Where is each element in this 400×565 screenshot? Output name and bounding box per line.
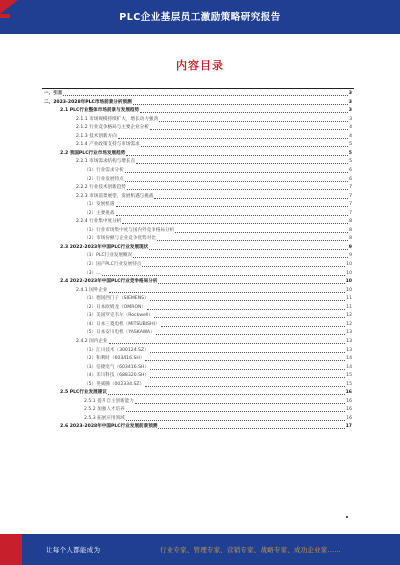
toc-entry-page: 5 xyxy=(349,159,352,165)
toc-entry-page: 10 xyxy=(346,287,352,293)
toc-entry-title: （4）日本三菱电机（MITSUBISHI） xyxy=(84,321,160,327)
toc-leader-dots xyxy=(150,351,345,353)
toc-entry[interactable] xyxy=(84,364,352,372)
toc-leader-dots xyxy=(150,368,345,370)
toc-entry[interactable] xyxy=(84,227,352,235)
toc-entry-page: 8 xyxy=(349,236,352,242)
toc-leader-dots xyxy=(125,180,348,182)
toc-entry-title: （5）英威腾（002334.SZ） xyxy=(84,381,145,387)
toc-entry[interactable] xyxy=(84,270,352,278)
toc-leader-dots xyxy=(149,248,348,250)
toc-entry-page: 3 xyxy=(348,99,352,105)
toc-entry[interactable] xyxy=(84,398,352,406)
toc-entry-title: （3）美国罗克韦尔（Rockwell） xyxy=(84,313,153,319)
toc-leader-dots xyxy=(140,111,348,113)
footer-slogan: 让每个人都能成为 xyxy=(46,546,101,554)
toc-leader-dots xyxy=(145,385,345,387)
toc-leader-dots xyxy=(133,256,348,258)
toc-entry-page: 10 xyxy=(346,270,352,276)
toc-entry-page: 3 xyxy=(349,116,352,122)
toc-entry-page: 12 xyxy=(346,321,352,327)
toc-entry-page: 9 xyxy=(348,244,352,250)
toc-entry-page: 15 xyxy=(346,373,352,379)
toc-entry[interactable] xyxy=(44,99,352,107)
toc-entry-title: 2.3 2022-2023年中国PLC行业发展现状 xyxy=(60,244,149,250)
toc-leader-dots xyxy=(142,265,345,267)
toc-leader-dots xyxy=(141,145,348,147)
toc-entry-title: 2.2.2 行业技术创新趋势 xyxy=(76,185,126,191)
toc-entry-page: 13 xyxy=(346,347,352,353)
toc-leader-dots xyxy=(157,239,348,241)
toc-entry-title: （3）… xyxy=(84,270,101,276)
toc-entry-page: 14 xyxy=(346,356,352,362)
toc-entry-title: （1）汇川技术（300124.SZ） xyxy=(84,347,149,353)
toc-entry[interactable] xyxy=(76,116,352,124)
toc-entry-page: 7 xyxy=(349,210,352,216)
toc-leader-dots xyxy=(136,162,348,164)
toc-entry[interactable] xyxy=(60,423,352,431)
toc-entry-page: 17 xyxy=(345,424,352,430)
toc-leader-dots xyxy=(150,128,348,130)
toc-entry[interactable] xyxy=(76,158,352,166)
toc-leader-dots xyxy=(126,410,345,412)
toc-entry[interactable] xyxy=(84,347,352,355)
toc-entry-title: 2.2 我国PLC行业市场发展趋势 xyxy=(60,150,126,156)
toc-entry-title: 2.5.2 加强人才培养 xyxy=(84,407,125,413)
toc-entry[interactable] xyxy=(60,278,352,286)
toc-entry-page: 14 xyxy=(346,364,352,370)
toc-entry[interactable] xyxy=(84,329,352,337)
toc-entry-title: （1）行业需求分析 xyxy=(84,167,124,173)
toc-entry[interactable] xyxy=(84,372,352,380)
footer-tagline: 行业专家、管理专家、营销专家、战略专家、成功企业家…… xyxy=(160,546,341,554)
header-bar xyxy=(0,0,400,34)
toc-entry[interactable] xyxy=(84,201,352,209)
footer-bar xyxy=(0,534,400,565)
toc-entry[interactable] xyxy=(76,141,352,149)
toc-entry[interactable] xyxy=(84,304,352,312)
toc-entry[interactable] xyxy=(60,244,352,252)
toc-leader-dots xyxy=(126,419,345,421)
toc-entry-page: 7 xyxy=(349,193,352,199)
toc-entry-title: （2）主要挑战 xyxy=(84,210,115,216)
toc-entry[interactable] xyxy=(84,295,352,303)
toc-entry[interactable] xyxy=(60,150,352,158)
toc-entry-page: 7 xyxy=(349,185,352,191)
toc-entry-title: （1）PLC行业发展概况 xyxy=(84,253,133,259)
toc-entry-page: 16 xyxy=(346,415,352,421)
toc-entry[interactable] xyxy=(76,133,352,141)
toc-entry[interactable] xyxy=(76,287,352,295)
toc-entry[interactable] xyxy=(84,176,352,184)
toc-entry-page: 5 xyxy=(349,142,352,148)
toc-entry-page: 11 xyxy=(346,304,352,310)
toc-divider xyxy=(42,88,354,89)
toc-leader-dots xyxy=(116,205,349,207)
toc-entry-page: 9 xyxy=(349,253,352,259)
toc-entry-page: 8 xyxy=(349,219,352,225)
toc-leader-dots xyxy=(135,402,345,404)
toc-entry-title: 二、2023-2028年PLC市场前景分析预测 xyxy=(44,99,132,105)
toc-entry-page: 10 xyxy=(346,262,352,267)
toc-leader-dots xyxy=(122,222,348,224)
toc-entry-page: 8 xyxy=(349,227,352,233)
toc-leader-dots xyxy=(147,308,345,310)
toc-entry[interactable] xyxy=(84,261,352,269)
toc-leader-dots xyxy=(156,333,346,335)
toc-entry-title: 2.4.1 国外企业 xyxy=(76,287,108,293)
toc-entry-title: 2.5.1 提升自主创新能力 xyxy=(84,398,134,404)
toc-leader-dots xyxy=(154,197,348,199)
toc-leader-dots xyxy=(150,376,345,378)
toc-entry[interactable] xyxy=(84,355,352,363)
toc-entry-page: 11 xyxy=(346,296,352,302)
toc-entry-page: 4 xyxy=(349,125,352,131)
toc-entry-title: 2.1.1 市场规模持续扩大，增长动力强劲 xyxy=(76,116,159,122)
toc-entry-title: （3）信捷电气（603416.SH） xyxy=(84,364,150,370)
toc-entry-page: 13 xyxy=(346,338,352,344)
toc-entry-page: 3 xyxy=(348,91,352,96)
toc-entry-page: 10 xyxy=(345,279,352,285)
toc-leader-dots xyxy=(109,342,346,344)
toc-leader-dots xyxy=(161,325,346,327)
toc-entry-title: 2.1.3 技术创新方向 xyxy=(76,133,117,139)
toc-entry-title: （2）日本欧姆龙（OMRON） xyxy=(84,304,147,310)
toc-entry-title: （1）发展机遇 xyxy=(84,202,115,208)
toc-entry[interactable] xyxy=(84,406,352,414)
toc-entry-title: （2）行业发展特点 xyxy=(84,176,124,182)
toc-leader-dots xyxy=(145,359,345,361)
toc-leader-dots xyxy=(118,137,348,139)
toc-leader-dots xyxy=(63,94,347,96)
toc-entry-page: 4 xyxy=(349,133,352,139)
toc-entry-page: 5 xyxy=(348,150,352,156)
toc-entry[interactable] xyxy=(76,184,352,192)
toc-leader-dots xyxy=(127,188,348,190)
toc-entry-title: 2.1 PLC行业整体市场前景与发展趋势 xyxy=(60,108,140,114)
toc-entry-title: 2.2.3 市场前景展望、发展机遇与挑战 xyxy=(76,193,154,199)
toc-entry-title: 2.6 2023-2028年中国PLC行业发展前景预测 xyxy=(60,424,158,430)
toc-entry-page: 16 xyxy=(345,390,352,396)
toc-entry[interactable] xyxy=(84,235,352,243)
document-title: PLC企业基层员工激励策略研究报告 xyxy=(119,12,281,23)
toc-entry[interactable] xyxy=(60,107,352,115)
toc-entry-title: （2）和利时（603416.SH） xyxy=(84,356,145,362)
toc-leader-dots xyxy=(126,154,347,156)
toc-entry[interactable] xyxy=(84,252,352,260)
toc-entry-title: （2）市场份额与企业竞争优势对比 xyxy=(84,236,156,242)
toc-entry-title: （1）德国西门子（SIEMENS） xyxy=(84,296,149,302)
toc-entry[interactable] xyxy=(76,218,352,226)
page-marker xyxy=(346,516,348,518)
toc-entry-page: 3 xyxy=(348,108,352,114)
toc-entry-page: 13 xyxy=(346,330,352,336)
toc-entry-title: 2.1.4 产业政策支持与市场需求 xyxy=(76,142,140,148)
toc-entry[interactable] xyxy=(60,389,352,397)
toc-entry-page: 6 xyxy=(349,167,352,173)
toc-entry-page: 16 xyxy=(346,407,352,413)
toc-entry-title: （4）禾川科技（688320.SH） xyxy=(84,373,150,379)
toc-entry[interactable] xyxy=(76,338,352,346)
toc-entry-title: 2.5.3 拓展应用领域 xyxy=(84,415,125,421)
toc-entry[interactable] xyxy=(84,167,352,175)
toc-entry[interactable] xyxy=(76,193,352,201)
toc-entry-page: 12 xyxy=(346,313,352,319)
toc-entry-title: 一、引言 xyxy=(44,91,63,96)
toc-leader-dots xyxy=(109,291,346,293)
toc-leader-dots xyxy=(154,316,345,318)
toc-entry[interactable] xyxy=(84,381,352,389)
toc-leader-dots xyxy=(150,299,345,301)
toc-leader-dots xyxy=(158,282,344,284)
toc-entry-title: 2.2.4 行业集中度分析 xyxy=(76,219,122,225)
toc-entry-title: 2.4 2022-2023年中国PLC行业竞争格局分析 xyxy=(60,279,158,285)
toc-leader-dots xyxy=(116,214,349,216)
toc-entry-title: 2.2.1 市场需求结构与增长点 xyxy=(76,159,136,165)
toc-entry-title: （2）国产PLC行业发展特点 xyxy=(84,262,142,267)
toc-leader-dots xyxy=(158,427,344,429)
toc-heading: 内容目录 xyxy=(176,59,224,72)
toc-entry[interactable] xyxy=(84,321,352,329)
toc-leader-dots xyxy=(125,171,348,173)
toc-leader-dots xyxy=(133,103,348,105)
toc-entry[interactable] xyxy=(44,90,352,98)
toc-entry-title: （1）行业市场集中度与国内外竞争格局分析 xyxy=(84,227,175,233)
toc-entry-page: 16 xyxy=(346,398,352,404)
toc-entry-title: 2.1.2 行业竞争格局与主要企业分析 xyxy=(76,125,149,131)
toc-leader-dots xyxy=(175,231,348,233)
toc-entry-title: （5）日本安川电机（YASKAWA） xyxy=(84,330,155,336)
toc-leader-dots xyxy=(108,393,345,395)
toc-leader-dots xyxy=(159,120,348,122)
toc-leader-dots xyxy=(102,274,345,276)
toc-entry-title: 2.4.2 国内企业 xyxy=(76,338,108,344)
toc-entry[interactable] xyxy=(84,415,352,423)
toc-entry[interactable] xyxy=(84,312,352,320)
toc-entry[interactable] xyxy=(84,210,352,218)
toc-entry-page: 6 xyxy=(349,176,352,182)
toc-entry-title: 2.5 PLC行业发展建议 xyxy=(60,390,107,396)
toc-entry[interactable] xyxy=(76,124,352,132)
toc-entry-page: 7 xyxy=(349,202,352,208)
toc-entry-page: 15 xyxy=(346,381,352,387)
footer-accent xyxy=(0,534,22,565)
